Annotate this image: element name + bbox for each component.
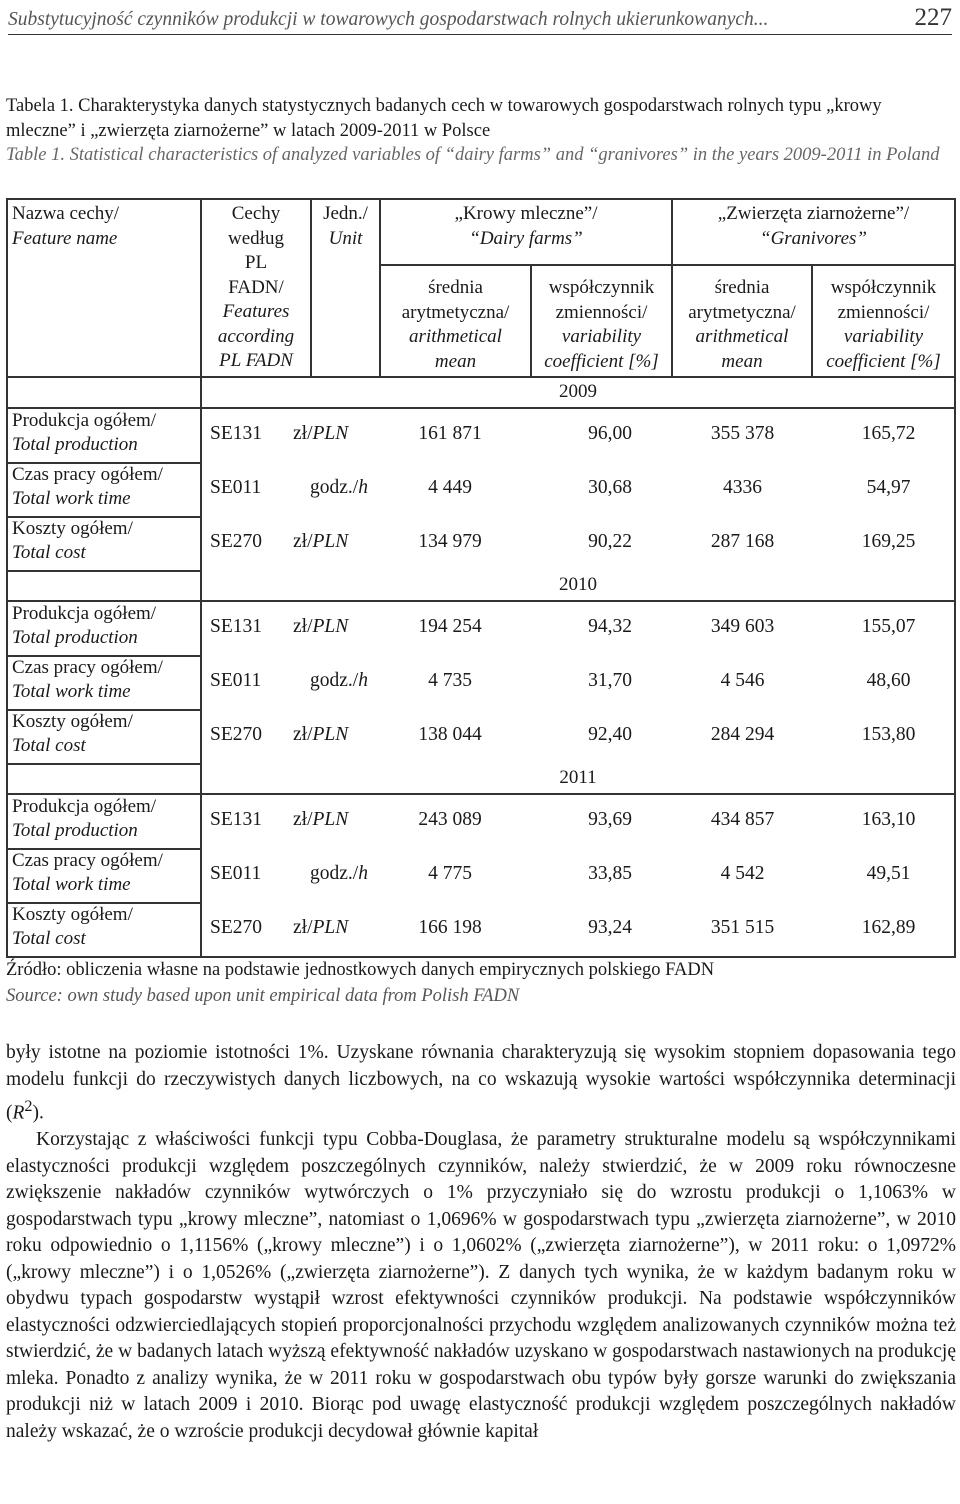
row-label-en: Total work time (12, 681, 131, 702)
row-unit (293, 422, 348, 446)
granivores-mean: 349 603 (710, 616, 775, 637)
row-code: SE270 (210, 531, 263, 552)
header-bottom-rule (6, 376, 956, 378)
granivores-mean: 355 378 (710, 423, 775, 444)
header-mean-granivores (673, 276, 811, 374)
r-squared-exponent: 2 (24, 1097, 33, 1115)
table-source-en: Source: own study based upon unit empirical data from Polish FADN (6, 986, 520, 1006)
row-unit-pl: zł/ (293, 616, 313, 637)
row-code: SE131 (210, 809, 263, 830)
dairy-mean: 4 775 (428, 863, 472, 884)
row-unit-pl: zł/ (293, 809, 313, 830)
row-unit (293, 615, 348, 639)
table-row (6, 407, 956, 462)
row-label (12, 903, 133, 951)
row-label-pl: Czas pracy ogółem/ (12, 850, 163, 871)
row-unit (310, 669, 368, 693)
table-caption-pl: Tabela 1. Charakterystyka danych statystycznych badanych cech w towarowych gospodarstwach rolnych typu „krowy mleczne” i „zwierzęta ziarnożerne” w latach 2009-2011 w Polsce (6, 96, 882, 141)
row-label (12, 409, 156, 457)
running-header (8, 4, 952, 35)
dairy-mean: 4 449 (428, 477, 472, 498)
row-label (12, 463, 163, 511)
dairy-mean: 134 979 (418, 531, 482, 552)
header-unit-en: Unit (328, 227, 363, 249)
dairy-cv: 92,40 (588, 724, 632, 745)
row-unit (293, 808, 348, 832)
dairy-cv: 93,24 (588, 917, 632, 938)
row-code: SE270 (210, 724, 263, 745)
table-row (6, 600, 956, 655)
header-cv-pl-2: zmienności/ (555, 301, 648, 323)
row-unit-pl: godz./ (310, 477, 359, 498)
table-row (6, 462, 956, 516)
row-label (12, 795, 156, 843)
header-unit-pl: Jedn./ (323, 203, 368, 224)
table-row (6, 516, 956, 570)
header-code-pl-2: według (228, 227, 284, 249)
header-cv-dairy (532, 276, 671, 374)
header-cv-granivores (813, 276, 954, 374)
year-label: 2010 (559, 574, 597, 595)
header-mean-en-1: arithmetical (409, 326, 502, 347)
group-rule (379, 264, 954, 266)
granivores-mean: 351 515 (710, 917, 775, 938)
header-code (202, 202, 310, 374)
header-mean-en-1: arithmetical (695, 326, 789, 347)
header-mean-dairy (381, 276, 530, 374)
row-unit-pl: zł/ (293, 917, 313, 938)
row-unit (310, 862, 368, 886)
granivores-cv: 153,80 (861, 724, 916, 745)
granivores-cv: 54,97 (866, 477, 911, 498)
table-top-rule (6, 198, 956, 200)
paragraph-text: ). (32, 1102, 44, 1124)
dairy-cv: 93,69 (588, 809, 632, 830)
row-unit-pl: zł/ (293, 531, 313, 552)
year-rule (6, 570, 200, 572)
row-code: SE270 (210, 917, 263, 938)
dairy-mean: 166 198 (418, 917, 482, 938)
table-row (6, 655, 956, 709)
table-caption-en: Table 1. Statistical characteristics of analyzed variables of “dairy farms” and “granivores” in the years 2009-2011 in Poland (6, 145, 940, 165)
header-group-granivores (673, 202, 954, 251)
row-code: SE011 (210, 477, 262, 498)
header-mean-pl-1: średnia (428, 277, 483, 298)
dairy-cv: 31,70 (588, 670, 632, 691)
dairy-mean: 194 254 (418, 616, 482, 637)
table-row (6, 793, 956, 848)
granivores-cv: 48,60 (866, 670, 911, 691)
row-label (12, 602, 156, 650)
year-label: 2011 (559, 767, 597, 788)
header-cv-en-2: coefficient [%] (826, 350, 941, 372)
header-code-pl-1: Cechy (231, 203, 281, 224)
row-label-en: Total production (12, 820, 138, 841)
header-code-pl-3: PL (244, 252, 268, 273)
row-unit-en: PLN (312, 917, 349, 938)
header-unit (312, 202, 379, 251)
granivores-mean: 434 857 (710, 809, 775, 830)
header-cv-en-1: variability (843, 326, 924, 347)
header-code-pl-4: FADN/ (228, 276, 284, 298)
year-label: 2009 (559, 381, 597, 402)
row-unit-en: h (358, 863, 368, 884)
dairy-mean: 4 735 (428, 670, 472, 691)
row-unit-en: h (358, 670, 368, 691)
row-label-en: Total production (12, 627, 138, 648)
row-label (12, 710, 133, 758)
header-feature-pl: Nazwa cechy/ (12, 203, 120, 224)
row-unit-en: PLN (312, 423, 349, 444)
row-label-pl: Koszty ogółem/ (12, 711, 133, 732)
row-label (12, 517, 133, 565)
granivores-mean: 4 546 (720, 670, 765, 691)
granivores-cv: 165,72 (861, 423, 916, 444)
row-label-pl: Produkcja ogółem/ (12, 796, 157, 817)
table-source-pl: Źródło: obliczenia własne na podstawie jednostkowych danych empirycznych polskiego FADN (6, 960, 715, 980)
dairy-mean: 138 044 (418, 724, 482, 745)
row-unit-en: PLN (312, 531, 349, 552)
header-mean-pl-1: średnia (714, 277, 770, 298)
dairy-cv: 90,22 (588, 531, 632, 552)
table-row (6, 902, 956, 956)
header-mean-en-2: mean (434, 350, 477, 372)
body-text (6, 1040, 956, 1445)
table-row (6, 709, 956, 763)
row-code: SE131 (210, 616, 263, 637)
row-unit (310, 476, 368, 500)
row-label-en: Total production (12, 434, 138, 455)
header-mean-en-2: mean (721, 350, 763, 372)
table-row (6, 848, 956, 902)
year-rule (6, 763, 200, 765)
row-code: SE011 (210, 670, 262, 691)
dairy-cv: 30,68 (588, 477, 632, 498)
row-label-pl: Czas pracy ogółem/ (12, 464, 163, 485)
header-code-en-3: PL FADN (219, 350, 293, 371)
header-group-dairy-en: “Dairy farms” (469, 227, 583, 249)
row-label-en: Total cost (12, 542, 86, 563)
data-table (6, 198, 956, 958)
dairy-mean: 243 089 (418, 809, 482, 830)
paragraph (6, 1040, 956, 1127)
header-group-dairy-pl: „Krowy mleczne”/ (454, 203, 598, 224)
granivores-mean: 287 168 (710, 531, 775, 552)
header-group-dairy (381, 202, 671, 251)
granivores-mean: 284 294 (710, 724, 775, 745)
row-label-pl: Koszty ogółem/ (12, 904, 133, 925)
row-unit (293, 723, 348, 747)
dairy-cv: 33,85 (588, 863, 632, 884)
granivores-mean: 4336 (723, 477, 762, 498)
row-label-en: Total cost (12, 735, 86, 756)
row-unit-en: PLN (312, 724, 349, 745)
row-unit-en: h (358, 477, 368, 498)
paragraph: Korzystając z właściwości funkcji typu Cobba-Douglasa, że parametry strukturalne modelu są współczynnikami elastyczności produkcji względem poszczególnych czynników, należy stwierdzić, że w 2009 roku równoczesne zwiększenie nakładów czynników wytwórczych o 1% przyczyniało się do wzrostu produkcji o 1,1063% w gospodarstwach typu „krowy mleczne”, natomiast o 1,0696% w gospodarstwach typu „zwierzęta ziarnożerne”, w 2010 roku odpowiednio o 1,1156% („krowy mleczne”) i o 1,0602% („zwierzęta ziarnożerne”), w 2011 roku: o 1,0972% („krowy mleczne”) i o 1,0526% („zwierzęta ziarnożerne”). Z danych tych wynika, że w każdym badanym roku w obydwu typach gospodarstw wystąpił wzrost efektywności czynników produkcji. Na podstawie współczynników elastyczności odzwierciedlających stopień proporcjonalności przychodu względem analizowanych czynników można też stwierdzić, że w badanych latach wyższą efektywność nakładów uzyskano w gospodarstwach nastawionych na produkcję mleka. Ponadto z analizy wynika, że w 2011 roku w gospodarstwach obu typów były gorsze warunki do zwiększania produkcji niż w latach 2009 i 2010. Biorąc pod uwagę elastyczność produkcji względem poszczególnych nakładów należy wskazać, że o wzroście produkcji decydował głównie kapitał (6, 1129, 956, 1442)
header-cv-pl-1: współczynnik (830, 277, 937, 298)
header-cv-pl-2: zmienności/ (837, 301, 930, 323)
header-feature (12, 202, 119, 251)
row-label (12, 656, 163, 704)
header-cv-en-2: coefficient [%] (544, 350, 659, 372)
header-group-granivores-pl: „Zwierzęta ziarnożerne”/ (717, 203, 910, 224)
granivores-cv: 163,10 (861, 809, 916, 830)
header-feature-en: Feature name (12, 227, 118, 249)
row-unit (293, 530, 348, 554)
row-label-pl: Koszty ogółem/ (12, 518, 133, 539)
row-label-en: Total work time (12, 488, 131, 509)
header-mean-pl-2: arytmetyczna/ (688, 301, 796, 323)
dairy-cv: 94,32 (588, 616, 632, 637)
row-code: SE011 (210, 863, 262, 884)
header-group-granivores-en: “Granivores” (760, 227, 867, 249)
row-unit-pl: godz./ (310, 670, 359, 691)
running-title: Substytucyjność czynników produkcji w towarowych gospodarstwach rolnych ukierunkowanych... (8, 9, 769, 30)
header-code-en-1: Features (222, 301, 290, 322)
row-unit-pl: godz./ (310, 863, 359, 884)
header-cv-pl-1: współczynnik (548, 277, 655, 298)
header-cv-en-1: variability (561, 326, 642, 347)
granivores-cv: 169,25 (861, 531, 916, 552)
granivores-mean: 4 542 (720, 863, 765, 884)
row-label (12, 849, 163, 897)
row-label-pl: Produkcja ogółem/ (12, 603, 157, 624)
dairy-mean: 161 871 (418, 423, 482, 444)
row-label-pl: Czas pracy ogółem/ (12, 657, 163, 678)
r-squared-symbol: R (12, 1102, 25, 1124)
granivores-cv: 162,89 (861, 917, 916, 938)
row-unit (293, 916, 348, 940)
header-mean-pl-2: arytmetyczna/ (401, 301, 510, 323)
row-unit-pl: zł/ (293, 423, 313, 444)
header-code-en-2: according (217, 325, 295, 347)
row-label-en: Total work time (12, 874, 131, 895)
row-unit-pl: zł/ (293, 724, 313, 745)
paragraph-text: były istotne na poziomie istotności 1%. Uzyskane równania charakteryzują się wysokim stopniem dopasowania tego modelu funkcji do rzeczywistych danych liczbowych, na co wskazują wysokie wartości współczynnika determinacji ( (6, 1042, 956, 1124)
dairy-cv: 96,00 (588, 423, 632, 444)
row-unit-en: PLN (312, 809, 349, 830)
granivores-cv: 155,07 (861, 616, 916, 637)
row-label-en: Total cost (12, 928, 86, 949)
row-code: SE131 (210, 423, 263, 444)
row-label-pl: Produkcja ogółem/ (12, 410, 157, 431)
granivores-cv: 49,51 (866, 863, 911, 884)
row-unit-en: PLN (312, 616, 349, 637)
page-number: 227 (914, 4, 952, 31)
